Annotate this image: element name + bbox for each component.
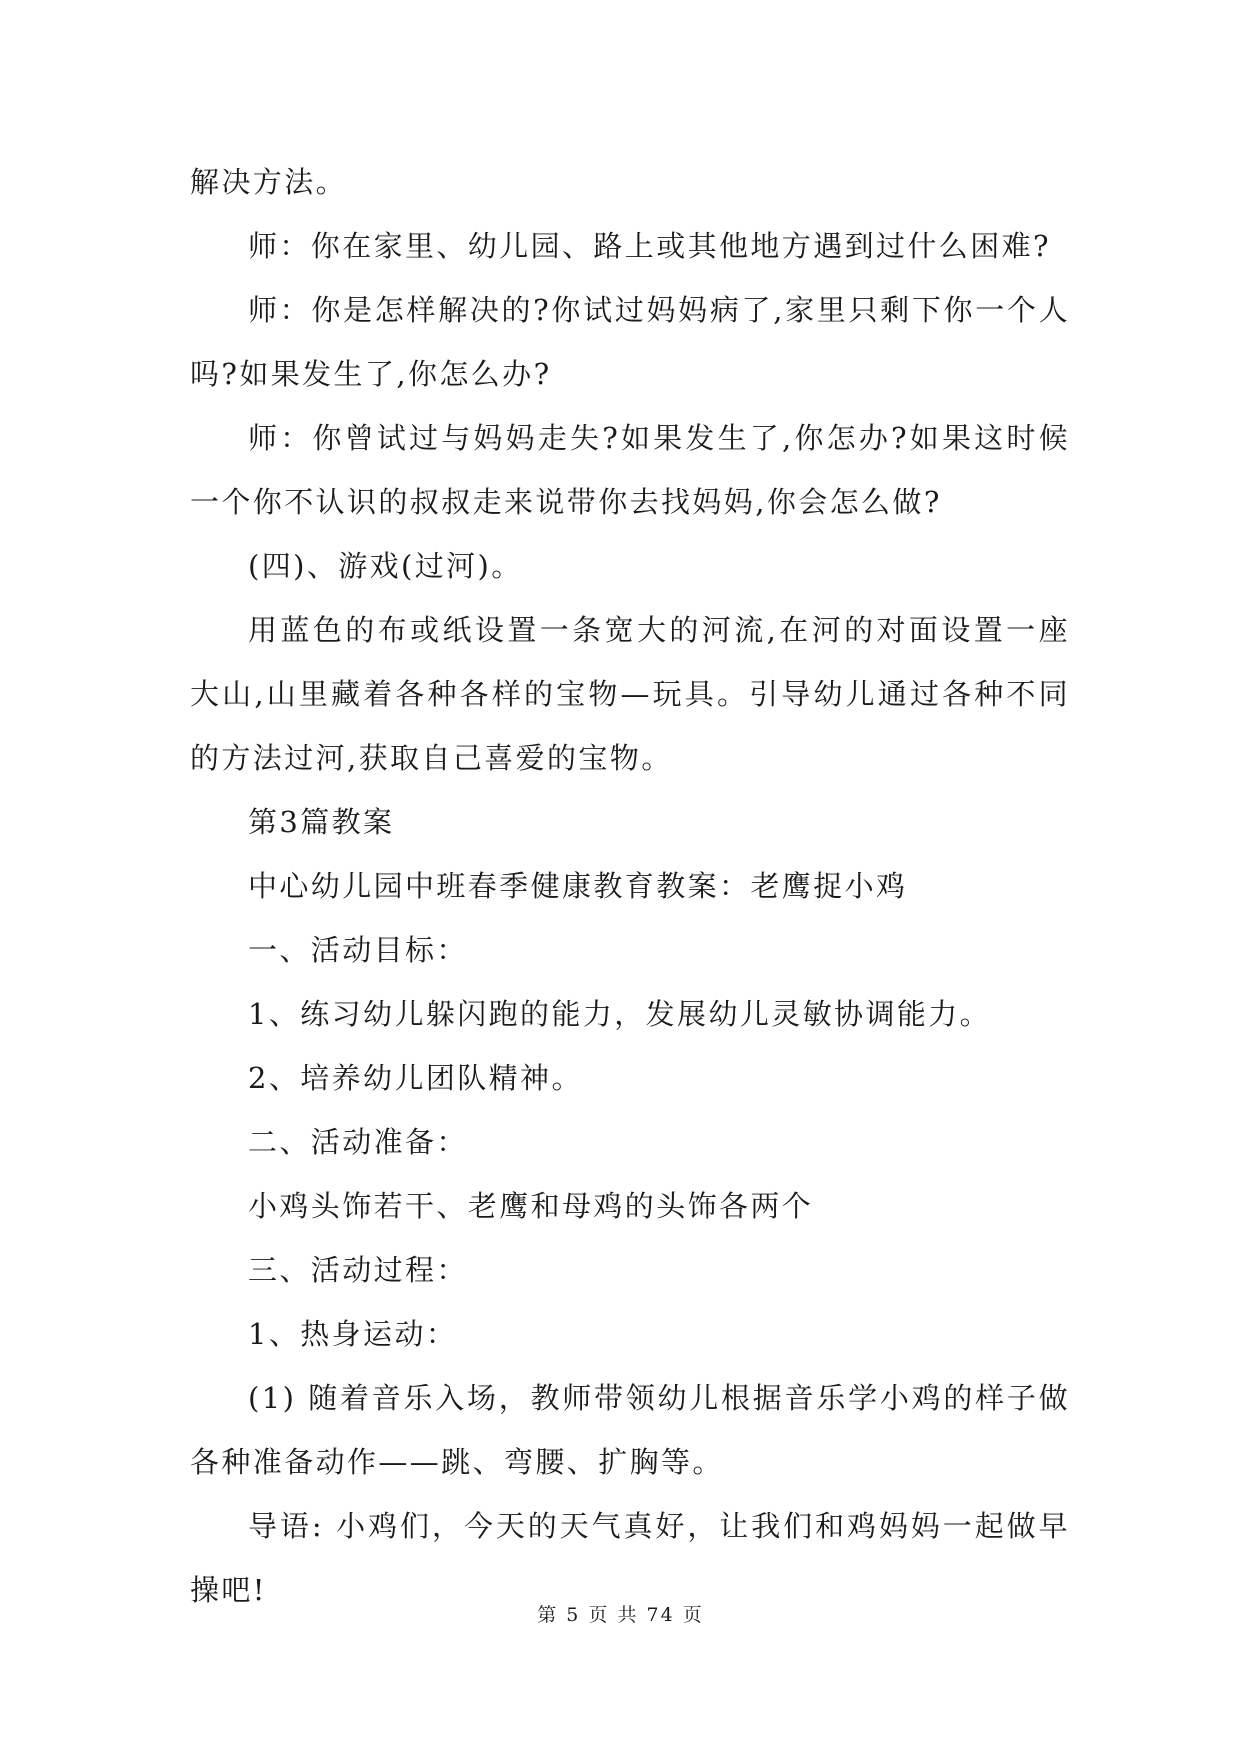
paragraph-4: 师：你曾试过与妈妈走失?如果发生了,你怎办?如果这时候一个你不认识的叔叔走来说带你去找妈妈,你会怎么做? xyxy=(190,421,1070,519)
paragraph-17: 导语: 小鸡们，今天的天气真好，让我们和鸡妈妈一起做早操吧! xyxy=(190,1509,1070,1607)
section-heading: 第3篇教案 xyxy=(248,805,395,839)
paragraph-6: 用蓝色的布或纸设置一条宽大的河流,在河的对面设置一座大山,山里藏着各种各样的宝物—玩具。引导幼儿通过各种不同的方法过河,获取自己喜爱的宝物。 xyxy=(190,613,1070,775)
paragraph-13: 小鸡头饰若干、老鹰和母鸡的头饰各两个 xyxy=(248,1189,814,1223)
paragraph-12: 二、活动准备： xyxy=(248,1125,468,1159)
paragraph-9: 一、活动目标： xyxy=(248,933,468,967)
document-body xyxy=(190,150,1070,1622)
paragraph-10: 1、练习幼儿躲闪跑的能力，发展幼儿灵敏协调能力。 xyxy=(248,997,992,1031)
paragraph-2: 师：你在家里、幼儿园、路上或其他地方遇到过什么困难? xyxy=(248,229,1051,263)
paragraph-5: (四)、游戏(过河)。 xyxy=(248,549,523,583)
paragraph-1: 解决方法。 xyxy=(190,165,348,199)
page-number-footer: 第 5 页 共 74 页 xyxy=(537,1604,704,1626)
paragraph-14: 三、活动过程： xyxy=(248,1253,468,1287)
paragraph-11: 2、培养幼儿团队精神。 xyxy=(248,1061,583,1095)
paragraph-3: 师：你是怎样解决的?你试过妈妈病了,家里只剩下你一个人吗?如果发生了,你怎么办? xyxy=(190,293,1070,391)
paragraph-15: 1、热身运动： xyxy=(248,1317,458,1351)
paragraph-16: (1) 随着音乐入场，教师带领幼儿根据音乐学小鸡的样子做各种准备动作——跳、弯腰、扩胸等。 xyxy=(190,1381,1070,1479)
lesson-title: 中心幼儿园中班春季健康教育教案：老鹰捉小鸡 xyxy=(248,869,908,903)
